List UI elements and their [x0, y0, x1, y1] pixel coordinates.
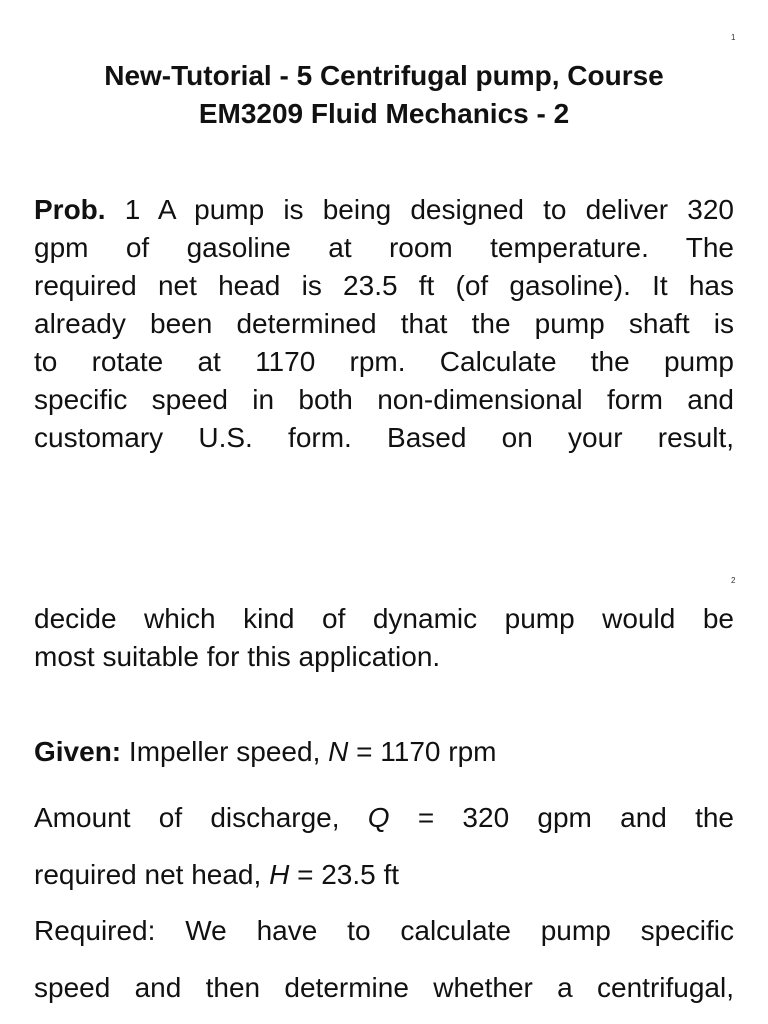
problem-line-5: to rotate at 1170 rpm. Calculate the pump	[34, 346, 734, 377]
given-section	[34, 733, 734, 771]
document-title	[34, 57, 734, 133]
problem-1-continuation	[34, 600, 734, 676]
page-number-1: 1	[731, 33, 736, 42]
head-symbol: H	[269, 859, 290, 890]
continuation-line-1: decide which kind of dynamic pump would be	[34, 603, 734, 634]
title-line-2: EM3209 Fluid Mechanics - 2	[198, 98, 570, 129]
title-line-1: New-Tutorial - 5 Centrifugal pump, Course	[104, 60, 664, 91]
problem-line-3: required net head is 23.5 ft (of gasoline). It has	[34, 270, 734, 301]
problem-label: Prob.	[34, 194, 106, 225]
given-line: Given: Impeller speed, N = 1170 rpm	[34, 736, 497, 767]
discharge-symbol: Q	[367, 802, 390, 833]
problem-line-7: customary U.S. form. Based on your result,	[34, 422, 734, 453]
problem-1-statement	[34, 191, 734, 457]
problem-line-6: specific speed in both non-dimensional form and	[34, 384, 734, 415]
problem-line-4: already been determined that the pump shaft is	[34, 308, 734, 339]
head-line: required net head, H = 23.5 ft	[34, 859, 400, 890]
page-number-2: 2	[731, 576, 736, 585]
required-line-1: Required: We have to calculate pump specific	[34, 915, 734, 946]
discharge-section	[34, 789, 734, 903]
given-label: Given:	[34, 736, 122, 767]
required-line-2: speed and then determine whether a centrifugal,	[34, 972, 734, 1003]
required-section	[34, 902, 734, 1016]
discharge-line: Amount of discharge, Q = 320 gpm and the	[34, 802, 735, 833]
problem-line-1: Prob. 1 A pump is being designed to deliver 320	[34, 194, 734, 225]
speed-symbol: N	[328, 736, 349, 767]
problem-line-2: gpm of gasoline at room temperature. The	[34, 232, 734, 263]
continuation-line-2: most suitable for this application.	[34, 641, 441, 672]
